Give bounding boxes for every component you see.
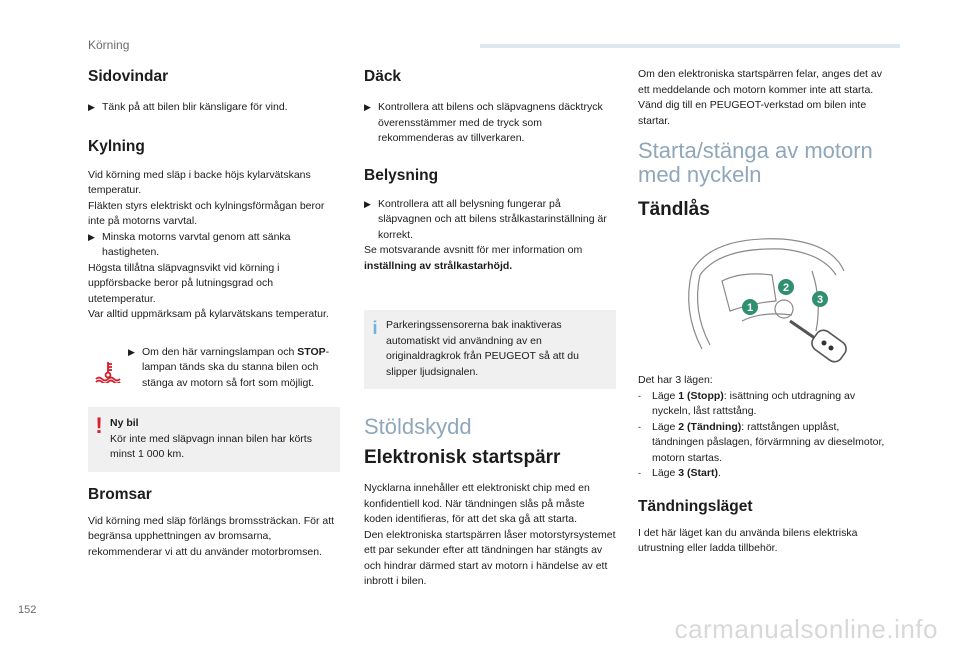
column-3 xyxy=(638,67,890,557)
dack-bullet: ▶ Kontrollera att bilens och släpvagnens däcktryck överensstämmer med de tryck som rekommenderas av tillverkaren. xyxy=(364,100,616,147)
kylning-heading: Kylning xyxy=(88,137,145,155)
svg-text:1: 1 xyxy=(746,302,754,314)
note-text: Kör inte med släpvagn innan bilen har körts minst 1 000 km. xyxy=(110,432,312,460)
column-1 xyxy=(88,62,340,560)
dack-heading: Däck xyxy=(364,68,402,85)
coolant-temperature-icon xyxy=(88,345,128,383)
bullet-icon: ▶ xyxy=(364,102,371,112)
kylning-p3: Högsta tillåtna släpvagnsvikt vid körning i uppförsbacke beror på lutningsgrad och utetemperatur. xyxy=(88,261,280,305)
bullet-icon: ▶ xyxy=(88,102,95,112)
info-text: Parkeringssensorerna bak inaktiveras automatiskt vid användning av en originaldragkrok från PEUGEOT så att du slipper ljudsignalen. xyxy=(386,319,579,378)
exclamation-icon: ! xyxy=(95,413,103,438)
bromsar-heading: Bromsar xyxy=(88,485,152,503)
stoldskydd-heading: Stöldskydd xyxy=(364,414,472,439)
tandlas-heading: Tändlås xyxy=(638,199,710,220)
page-number: 152 xyxy=(18,604,37,616)
info-icon: i xyxy=(372,318,378,338)
note-title: Ny bil xyxy=(110,417,139,429)
kylning-p2: Fläkten styrs elektriskt och kylningsförmågan beror inte på motorns varvtal. xyxy=(88,199,325,227)
workshop-text: Vänd dig till en PEUGEOT-verkstad om bilen inte startar. xyxy=(638,99,867,127)
bromsar-text: Vid körning med släp förlängs bromssträckan. För att begränsa upphettningen av bromsarna, rekommenderar vi att du använder motorbromsen. xyxy=(88,514,335,558)
info-box xyxy=(364,310,616,389)
watermark: carmanualsonline.info xyxy=(674,614,938,644)
bullet-icon: ▶ xyxy=(128,346,135,357)
startsparr-p1: Nycklarna innehåller ett elektroniskt chip med en konfidentiell kod. När tändningen slås på måste koden identifieras, för att det ska gå att starta. xyxy=(364,482,590,525)
startsparr-p2: Den elektroniska startspärren låser motorstyrsystemet ett par sekunder efter att tändningen har stängts av och hindrar därmed start av motorn i händelse av ett inbrott i bilen. xyxy=(364,528,616,587)
sidovindar-heading: Sidovindar xyxy=(88,68,169,85)
position-item-1: - Läge 1 (Stopp): isättning och utdragning av nyckeln, låst rattstång. xyxy=(638,389,856,417)
sidovindar-bullet: ▶ Tänk på att bilen blir känsligare för vind. xyxy=(88,100,340,116)
kylning-bullet: ▶ Minska motorns varvtal genom att sänka hastigheten. xyxy=(88,230,340,261)
startsparr-heading: Elektronisk startspärr xyxy=(364,447,561,468)
belysning-heading: Belysning xyxy=(364,166,439,184)
ignition-illustration xyxy=(672,231,852,371)
bullet-icon: ▶ xyxy=(364,198,371,209)
ignition-position-2-label xyxy=(778,279,794,295)
bullet-icon: ▶ xyxy=(88,231,95,242)
svg-text:2: 2 xyxy=(782,282,790,294)
positions-intro: Det har 3 lägen: xyxy=(638,374,713,386)
position-item-2: - Läge 2 (Tändning): rattstången upplåst, tändningen påslagen, förvärmning av dieselmotor, motorn startas. xyxy=(638,420,885,464)
section-label: Körning xyxy=(88,38,130,52)
startsparr-fault-text: Om den elektroniska startspärren felar, anges det av ett meddelande och motorn kommer inte att starta. xyxy=(638,68,882,96)
ignition-position-1-label xyxy=(742,299,758,315)
ignition-position-3-label xyxy=(812,291,828,307)
svg-text:3: 3 xyxy=(816,294,824,306)
belysning-bullet: ▶ Kontrollera att all belysning fungerar på släpvagnen och att bilens strålkastarinställning är korrekt. xyxy=(364,197,616,244)
header-bar xyxy=(480,44,900,48)
start-stop-heading: Starta/stänga av motorn med nyckeln xyxy=(638,138,873,187)
belysning-text: Se motsvarande avsnitt för mer information om inställning av strålkastarhöjd. xyxy=(364,244,583,272)
note-box xyxy=(88,407,340,472)
position-item-3: - Läge 3 (Start). xyxy=(638,467,721,479)
kylning-p1: Vid körning med släp i backe höjs kylarvätskans temperatur. xyxy=(88,168,311,196)
kylning-p4: Var alltid uppmärksam på kylarvätskans temperatur. xyxy=(88,308,329,320)
key-icon xyxy=(790,321,849,365)
tandningslaget-text: I det här läget kan du använda bilens elektriska utrustning eller ladda tillbehör. xyxy=(638,526,858,554)
column-2 xyxy=(364,62,616,590)
coolant-warning xyxy=(88,345,340,392)
tandningslaget-heading: Tändningsläget xyxy=(638,497,753,515)
warning-text: Om den här varningslampan och STOP-lampan tänds ska du stanna bilen och stänga av motorn så fort som möjligt. xyxy=(142,345,330,389)
